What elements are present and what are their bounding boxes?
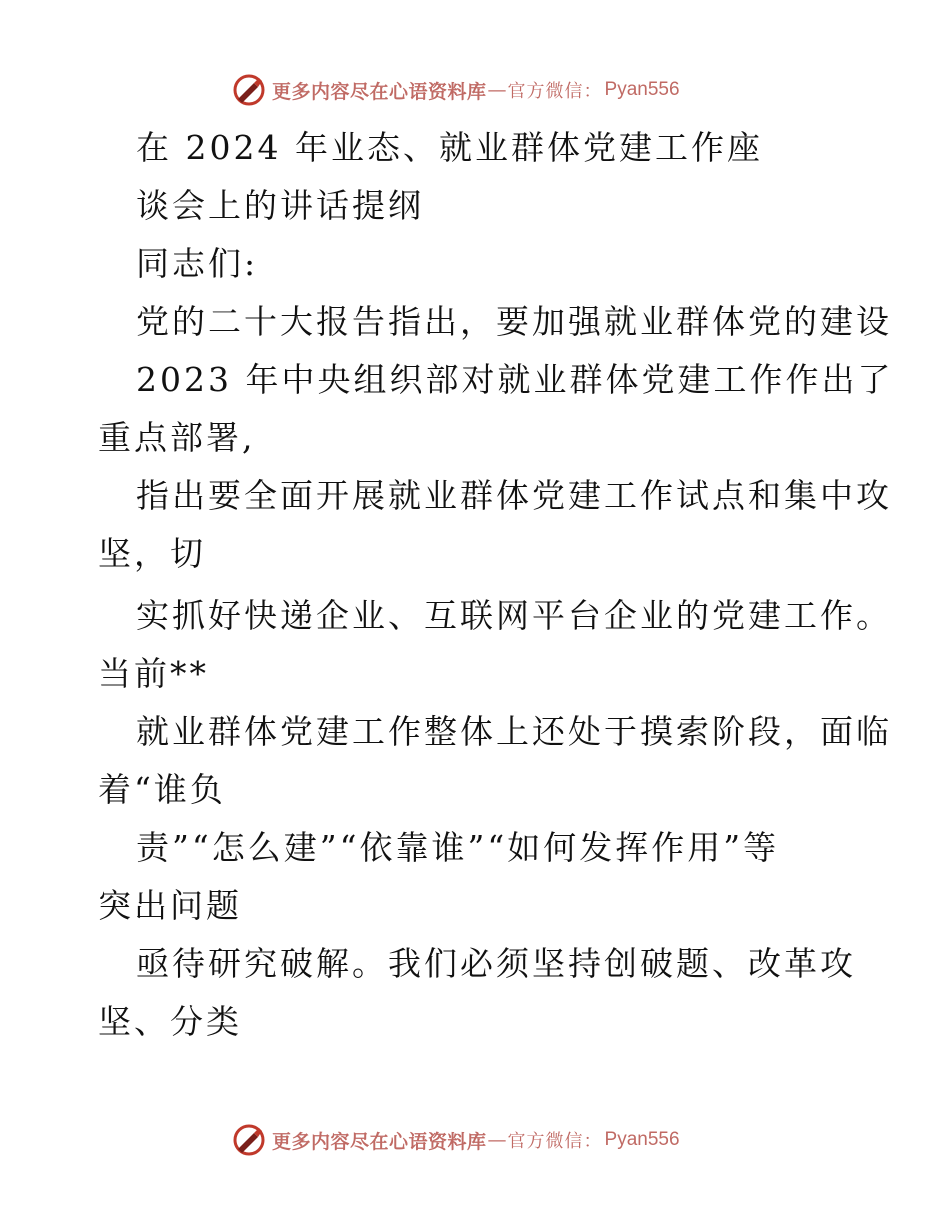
text-line: 坚、分类 bbox=[98, 1002, 242, 1041]
salutation: 同志们: bbox=[136, 244, 259, 283]
watermark-banner-bottom bbox=[232, 1122, 680, 1158]
watermark-wechat-label: 官方微信： bbox=[507, 1131, 603, 1152]
pen-circle-logo-icon bbox=[232, 1123, 266, 1157]
text-line: 2023 年中央组织部对就业群体党建工作作出了 bbox=[136, 360, 894, 399]
pen-circle-logo-icon bbox=[232, 73, 266, 107]
watermark-text: 更多内容尽在心语资料库 bbox=[272, 1130, 487, 1153]
text-line: 当前** bbox=[98, 654, 209, 693]
text-line: 实抓好快递企业、互联网平台企业的党建工作。 bbox=[136, 596, 892, 635]
text-line: 就业群体党建工作整体上还处于摸索阶段，面临 bbox=[136, 712, 892, 751]
text-line: 亟待研究破解。我们必须坚持创破题、改革攻 bbox=[136, 944, 856, 983]
text-line: 突出问题 bbox=[98, 886, 242, 925]
title-line-2: 谈会上的讲话提纲 bbox=[136, 186, 424, 225]
text-line: 指出要全面开展就业群体党建工作试点和集中攻 bbox=[136, 476, 892, 515]
watermark-wechat-label: 官方微信： bbox=[507, 81, 603, 102]
text-line: 坚，切 bbox=[98, 534, 206, 573]
text-line: 着“谁负 bbox=[98, 770, 226, 809]
title-line-1: 在 2024 年业态、就业群体党建工作座 bbox=[136, 128, 763, 167]
text-line: 重点部署, bbox=[98, 418, 256, 457]
watermark-dash: — bbox=[487, 1129, 507, 1151]
text-line: 责”“怎么建”“依靠谁”“如何发挥作用”等 bbox=[136, 828, 780, 867]
watermark-wechat-id: Pyan556 bbox=[604, 79, 680, 100]
watermark-dash: — bbox=[487, 79, 507, 101]
watermark-text: 更多内容尽在心语资料库 bbox=[272, 80, 487, 103]
text-line: 党的二十大报告指出，要加强就业群体党的建设 bbox=[136, 302, 892, 341]
watermark-banner-top bbox=[232, 72, 680, 108]
watermark-wechat-id: Pyan556 bbox=[604, 1129, 680, 1150]
